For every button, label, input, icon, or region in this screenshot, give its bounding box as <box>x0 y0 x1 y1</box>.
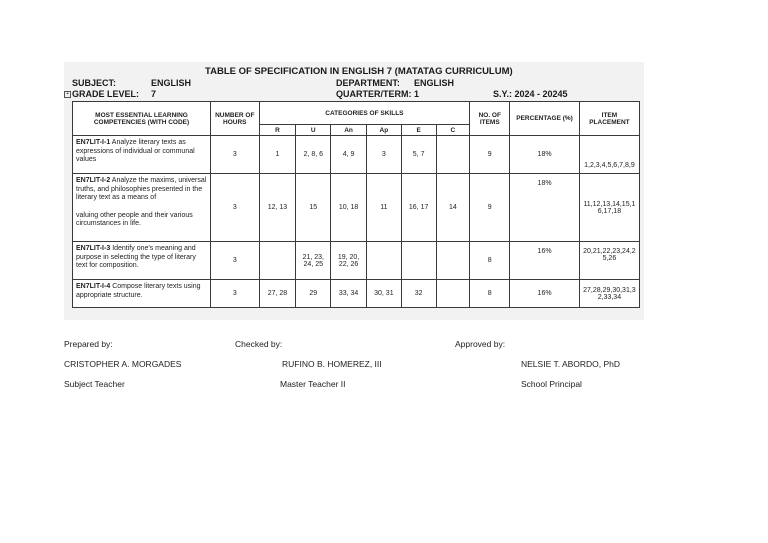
competency-text: Analyze the maxims, universal truths, and philosophies presented in the literary text as a means of <box>76 177 207 201</box>
header-skill-u: U <box>296 125 331 136</box>
skill-an-cell: 10, 18 <box>331 174 367 242</box>
prepared-by-label: Prepared by: <box>64 339 113 349</box>
grade-level-value: 7 <box>151 89 157 99</box>
hours-cell: 3 <box>211 280 259 308</box>
approved-by-label: Approved by: <box>455 339 506 349</box>
table-row <box>73 280 640 308</box>
competency-text: Compose literary texts using appropriate structure. <box>76 283 201 299</box>
hours-cell: 3 <box>211 136 259 174</box>
skill-u-cell: 29 <box>296 280 331 308</box>
placement-cell: 1,2,3,4,5,6,7,8,9 <box>579 136 639 174</box>
table-row <box>73 174 640 242</box>
competency-cell <box>73 242 211 280</box>
table-row <box>73 136 640 174</box>
percentage-cell: 16% <box>510 242 580 280</box>
items-cell: 8 <box>470 242 510 280</box>
specification-table <box>72 101 640 308</box>
skill-ap-cell: 30, 31 <box>366 280 401 308</box>
department-value: ENGLISH <box>414 78 455 88</box>
competency-code: EN7LIT-I-4 <box>76 283 111 290</box>
placement-cell: 20,21,22,23,24,2 5,26 <box>579 242 639 280</box>
competency-cell <box>73 174 211 242</box>
competency-text-continued: valuing other people and their various circumstances in life. <box>76 211 193 227</box>
hours-cell: 3 <box>211 174 259 242</box>
skill-an-cell: 4, 9 <box>331 136 367 174</box>
items-cell: 9 <box>470 136 510 174</box>
header-categories: CATEGORIES OF SKILLS <box>259 102 470 125</box>
items-cell: 9 <box>470 174 510 242</box>
header-placement: ITEM PLACEMENT <box>579 102 639 136</box>
header-hours: NUMBER OF HOURS <box>211 102 259 136</box>
competency-text: Analyze literary texts as expressions of individual or communal values <box>76 139 195 163</box>
competency-code: EN7LIT-I-2 <box>76 177 111 184</box>
checked-by-name: RUFINO B. HOMEREZ, III <box>282 359 382 369</box>
skill-e-cell: 32 <box>401 280 436 308</box>
skill-e-cell: 16, 17 <box>401 174 436 242</box>
header-skill-e: E <box>401 125 436 136</box>
header-skill-ap: Ap <box>366 125 401 136</box>
skill-ap-cell <box>366 242 401 280</box>
skill-r-cell <box>259 242 296 280</box>
prepared-by-role: Subject Teacher <box>64 379 125 389</box>
skill-u-cell: 21, 23, 24, 25 <box>296 242 331 280</box>
skill-an-cell: 19, 20, 22, 26 <box>331 242 367 280</box>
skill-c-cell <box>436 242 470 280</box>
quarter-term: QUARTER/TERM: 1 <box>336 89 419 99</box>
table-row <box>73 242 640 280</box>
document-title: TABLE OF SPECIFICATION IN ENGLISH 7 (MATATAG CURRICULUM) <box>205 66 513 77</box>
skill-r-cell: 27, 28 <box>259 280 296 308</box>
hours-cell: 3 <box>211 242 259 280</box>
percentage-cell: 18% <box>510 174 580 242</box>
grade-level-label: GRADE LEVEL: <box>72 89 140 99</box>
header-skill-an: An <box>331 125 367 136</box>
competency-code: EN7LIT-I-3 <box>76 245 111 252</box>
competency-cell <box>73 136 211 174</box>
header-items: NO. OF ITEMS <box>470 102 510 136</box>
skill-e-cell: 5, 7 <box>401 136 436 174</box>
skill-e-cell <box>401 242 436 280</box>
subject-value: ENGLISH <box>151 78 192 88</box>
placement-cell: 11,12,13,14,15,1 6,17,18 <box>579 174 639 242</box>
skill-c-cell <box>436 136 470 174</box>
competency-cell <box>73 280 211 308</box>
skill-r-cell: 1 <box>259 136 296 174</box>
competency-text: Identify one's meaning and purpose in selecting the type of literary text for composition. <box>76 245 196 269</box>
competency-code: EN7LIT-I-1 <box>76 139 111 146</box>
skill-ap-cell: 11 <box>366 174 401 242</box>
header-skill-c: C <box>436 125 470 136</box>
placement-cell: 27,28,29,30,31,3 2,33,34 <box>579 280 639 308</box>
skill-r-cell: 12, 13 <box>259 174 296 242</box>
header-competencies: MOST ESSENTIAL LEARNING COMPETENCIES (WITH CODE) <box>73 102 211 136</box>
approved-by-name: NELSIE T. ABORDO, PhD <box>521 359 621 369</box>
approved-by-role: School Principal <box>521 379 582 389</box>
skill-c-cell <box>436 280 470 308</box>
expand-table-icon[interactable]: + <box>64 91 71 98</box>
header-skill-r: R <box>259 125 296 136</box>
school-year: S.Y.: 2024 - 20245 <box>493 89 568 99</box>
percentage-cell: 16% <box>510 280 580 308</box>
checked-by-role: Master Teacher II <box>280 379 346 389</box>
skill-an-cell: 33, 34 <box>331 280 367 308</box>
department-label: DEPARTMENT: <box>336 78 400 88</box>
skill-ap-cell: 3 <box>366 136 401 174</box>
skill-c-cell: 14 <box>436 174 470 242</box>
skill-u-cell: 2, 8, 6 <box>296 136 331 174</box>
skill-u-cell: 15 <box>296 174 331 242</box>
header-percentage: PERCENTAGE (%) <box>510 102 580 136</box>
items-cell: 8 <box>470 280 510 308</box>
checked-by-label: Checked by: <box>235 339 283 349</box>
subject-label: SUBJECT: <box>72 78 117 88</box>
prepared-by-name: CRISTOPHER A. MORGADES <box>64 359 182 369</box>
percentage-cell: 18% <box>510 136 580 174</box>
